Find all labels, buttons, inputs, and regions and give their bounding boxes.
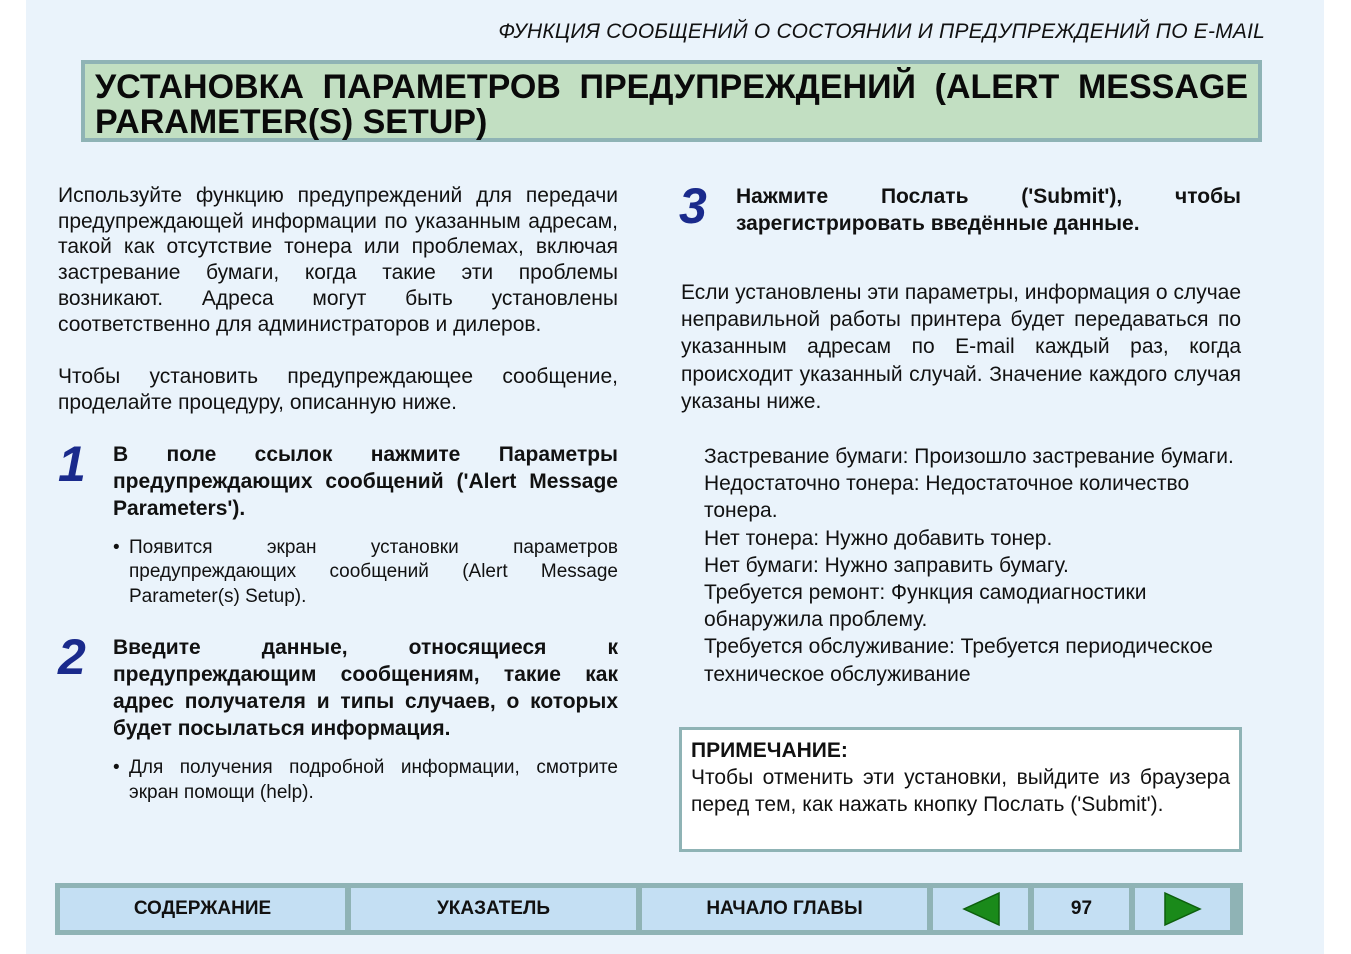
navigation-bar (55, 883, 1243, 935)
step-text: Нажмите Послать ('Submit'), чтобы зарегистрировать введённые данные. (736, 185, 1241, 235)
step-number: 3 (679, 178, 707, 234)
triangle-right-icon (1163, 891, 1203, 927)
info-paragraph: Если установлены эти параметры, информация о случае неправильной работы принтера будет передаваться по указанным адресам по E-mail каждый раз, когда происходит указанный случай. Значение каждого случая указаны ниже. (681, 281, 1241, 413)
contents-button[interactable]: СОДЕРЖАНИЕ (60, 888, 345, 930)
bullet-dot-icon: • (113, 536, 120, 558)
note-title: ПРИМЕЧАНИЕ: (691, 739, 848, 762)
note-text: Чтобы отменить эти установки, выйдите из браузера перед тем, как нажать кнопку Послать ('Submit'). (691, 766, 1230, 816)
bullet-dot-icon: • (113, 757, 120, 779)
index-button[interactable]: УКАЗАТЕЛЬ (351, 888, 636, 930)
page-number: 97 (1034, 888, 1129, 930)
running-header: ФУНКЦИЯ СООБЩЕНИЙ О СОСТОЯНИИ И ПРЕДУПРЕЖДЕНИЙ ПО E-MAIL (498, 20, 1265, 43)
step-text: В поле ссылок нажмите Параметры предупреждающих сообщений ('Alert Message Parameters'). (113, 442, 618, 520)
case-item: Нет бумаги: Нужно заправить бумагу. (704, 553, 1069, 577)
note-box (679, 727, 1242, 852)
title-bar (81, 60, 1262, 142)
step-bullet (113, 756, 618, 805)
step-bullet (113, 536, 618, 610)
case-list (704, 443, 1241, 688)
triangle-left-icon (961, 891, 1001, 927)
bullet-text: Появится экран установки параметров предупреждающих сообщений (Alert Message Parameter(s) Setup). (129, 536, 618, 607)
case-item: Требуется ремонт: Функция самодиагностики обнаружила проблему. (704, 581, 1147, 632)
case-item: Требуется обслуживание: Требуется периодическое техническое обслуживание (704, 635, 1213, 686)
step-3 (679, 178, 1241, 237)
step-2 (58, 629, 618, 805)
intro-paragraph-1: Используйте функцию предупреждений для передачи предупреждающей информации по указанным адресам, такой как отсутствие тонера или проблемах, включая застревание бумаги, когда такие эти проблемы возникают. Адреса могут быть установлены соответственно для администраторов и дилеров. (58, 184, 618, 336)
bullet-text: Для получения подробной информации, смотрите экран помощи (help). (129, 757, 618, 803)
step-1 (58, 435, 618, 610)
case-item: Застревание бумаги: Произошло застревание бумаги. (704, 445, 1234, 469)
chapter-start-button[interactable]: НАЧАЛО ГЛАВЫ (642, 888, 927, 930)
page-title: УСТАНОВКА ПАРАМЕТРОВ ПРЕДУПРЕЖДЕНИЙ (ALERT MESSAGE PARAMETER(S) SETUP) (95, 68, 1248, 141)
next-page-button[interactable] (1135, 888, 1230, 930)
case-item: Недостаточно тонера: Недостаточное количество тонера. (704, 472, 1190, 523)
step-number: 2 (58, 629, 86, 686)
case-item: Нет тонера: Нужно добавить тонер. (704, 526, 1053, 550)
left-column (58, 183, 618, 805)
intro-paragraph-2: Чтобы установить предупреждающее сообщение, проделайте процедуру, описанную ниже. (58, 365, 618, 414)
step-text: Введите данные, относящиеся к предупреждающим сообщениям, такие как адрес получателя и типы случаев, о которых будет посылаться информация. (113, 636, 618, 741)
right-column (679, 178, 1241, 688)
previous-page-button[interactable] (933, 888, 1028, 930)
step-number: 1 (58, 435, 86, 492)
